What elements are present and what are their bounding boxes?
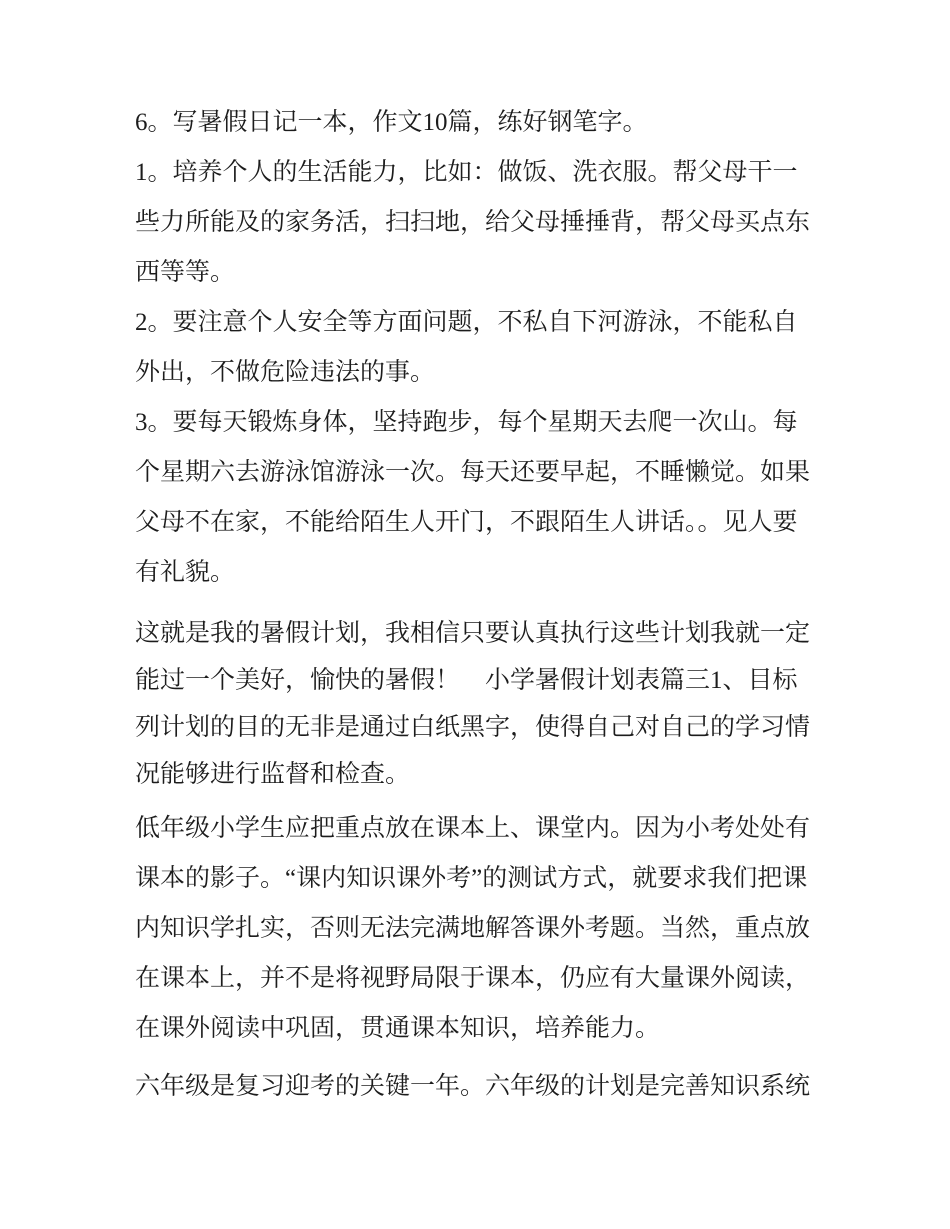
text-line: 列计划的目的无非是通过白纸黑字，使得自己对自己的学习情 [135,714,811,741]
text-line: 这就是我的暑假计划，我相信只要认真执行这些计划我就一定 [135,620,811,647]
paragraph-goal [135,704,820,798]
text-line: 2。要注意个人安全等方面问题，不私自下河游泳，不能私自 [135,309,798,336]
paragraph-grade-six [135,1062,820,1112]
text-line: 外出，不做危险违法的事。 [135,359,436,386]
text-line: 内知识学扎实，否则无法完满地解答课外考题。当然，重点放 [135,915,811,942]
text-line: 3。要每天锻炼身体，坚持跑步，每个星期天去爬一次山。每 [135,409,798,436]
paragraph-item-6 [135,98,820,148]
text-line: 有礼貌。 [135,559,236,586]
text-line: 六年级是复习迎考的关键一年。六年级的计划是完善知识系统 [135,1073,811,1100]
paragraph-summary [135,610,820,704]
paragraph-lower-grades [135,804,820,1054]
paragraph-item-3 [135,398,820,598]
text-line: 况能够进行监督和检查。 [135,761,411,788]
text-line: 个星期六去游泳馆游泳一次。每天还要早起，不睡懒觉。如果 [135,459,811,486]
paragraph-item-1 [135,148,820,298]
text-line: 课本的影子。“课内知识课外考”的测试方式，就要求我们把课 [135,865,808,892]
text-line: 6。写暑假日记一本，作文10篇，练好钢笔字。 [135,109,648,136]
text-line: 低年级小学生应把重点放在课本上、课堂内。因为小考处处有 [135,815,811,842]
text-line: 父母不在家，不能给陌生人开门，不跟陌生人讲话。。见人要 [135,509,798,536]
text-line: 能过一个美好，愉快的暑假！ 小学暑假计划表篇三1、目标 [135,667,798,694]
text-line: 在课本上，并不是将视野局限于课本，仍应有大量课外阅读， [135,965,811,992]
text-line: 西等等。 [135,259,236,286]
paragraph-item-2 [135,298,820,398]
text-line: 些力所能及的家务活，扫扫地，给父母捶捶背，帮父母买点东 [135,209,811,236]
text-line: 在课外阅读中巩固，贯通课本知识，培养能力。 [135,1015,661,1042]
text-line: 1。培养个人的生活能力，比如：做饭、洗衣服。帮父母干一 [135,159,798,186]
